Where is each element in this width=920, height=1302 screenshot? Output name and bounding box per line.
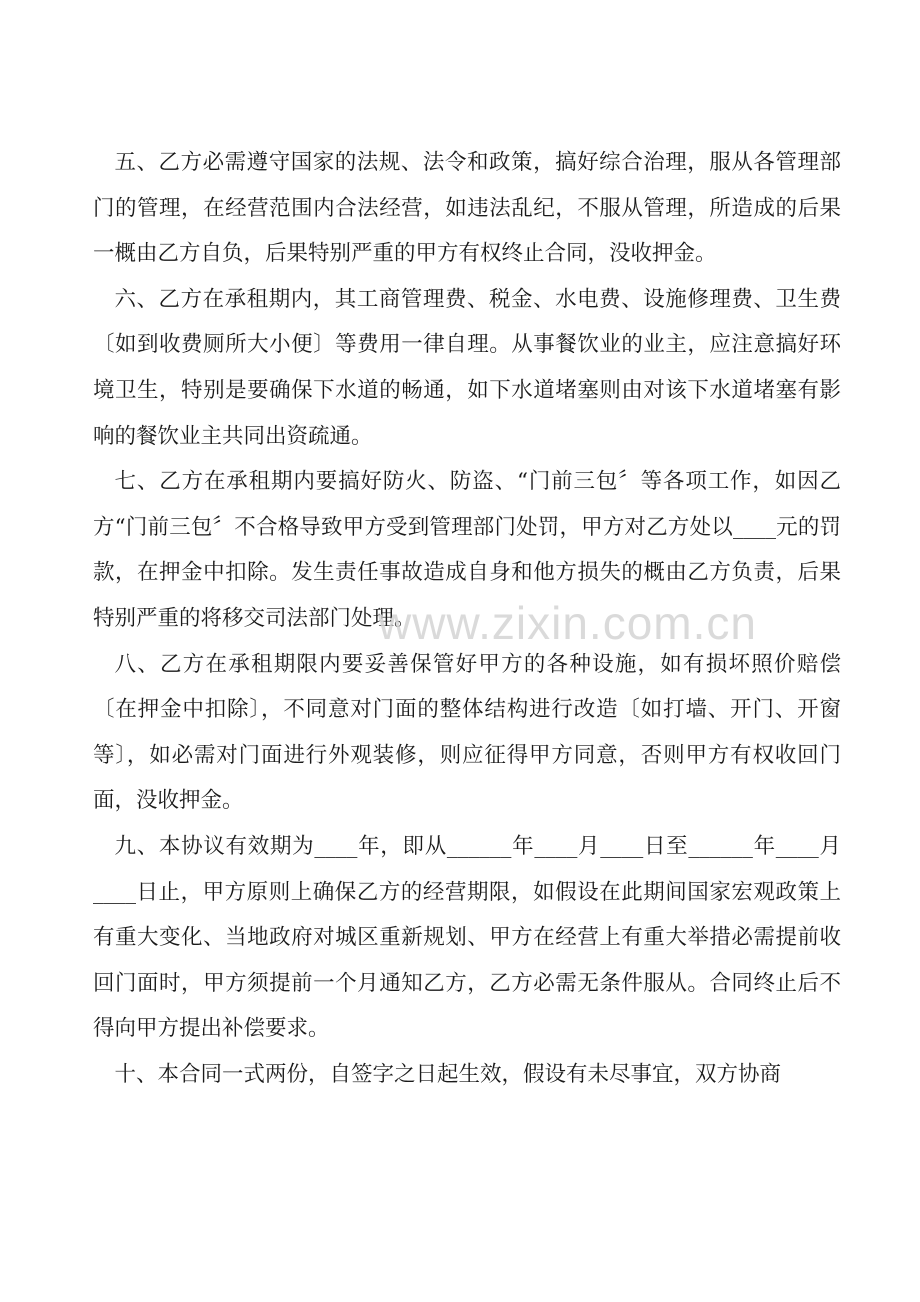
clause-10-paragraph: 十、本合同一式两份，自签字之日起生效，假设有未尽事宜，双方协商	[114, 1061, 782, 1087]
clause-6-paragraph: 六、乙方在承租期内，其工商管理费、税金、水电费、设施修理费、卫生费〔如到收费厕所大小便〕等费用一律自理。从事餐饮业的业主，应注意搞好环境卫生，特别是要确保下水道的畅通，如下水道堵塞则由对该下水道堵塞有影响的餐饮业主共同出资疏通。	[93, 286, 841, 449]
clause-5-paragraph: 五、乙方必需遵守国家的法规、法令和政策，搞好综合治理，服从各管理部门的管理，在经营范围内合法经营，如违法乱纪，不服从管理，所造成的后果一概由乙方自负，后果特别严重的甲方有权终止合同，没收押金。	[93, 150, 841, 267]
clause-7-paragraph: 七、乙方在承租期内要搞好防火、防盗、“门前三包〞等各项工作，如因乙方“门前三包〞不合格导致甲方受到管理部门处罚，甲方对乙方处以____元的罚款，在押金中扣除。发生责任事故造成自身和他方损失的概由乙方负责，后果特别严重的将移交司法部门处理。	[93, 469, 841, 631]
clause-8-paragraph: 八、乙方在承租期限内要妥善保管好甲方的各种设施，如有损坏照价赔偿〔在押金中扣除〕，不同意对门面的整体结构进行改造〔如打墙、开门、开窗等〕，如必需对门面进行外观装修，则应征得甲方同意，否则甲方有权收回门面，没收押金。	[93, 651, 841, 814]
watermark-text: www.zixin.com.cn	[378, 597, 757, 649]
document-body	[93, 140, 841, 1097]
clause-9-paragraph: 九、本协议有效期为____年，即从______年____月____日至______年____月____日止，甲方原则上确保乙方的经营期限，如假设在此期间国家宏观政策上有重大变化、当地政府对城区重新规划、甲方在经营上有重大举措必需提前收回门面时，甲方须提前一个月通知乙方，乙方必需无条件服从。合同终止后不得向甲方提出补偿要求。	[93, 833, 841, 1042]
